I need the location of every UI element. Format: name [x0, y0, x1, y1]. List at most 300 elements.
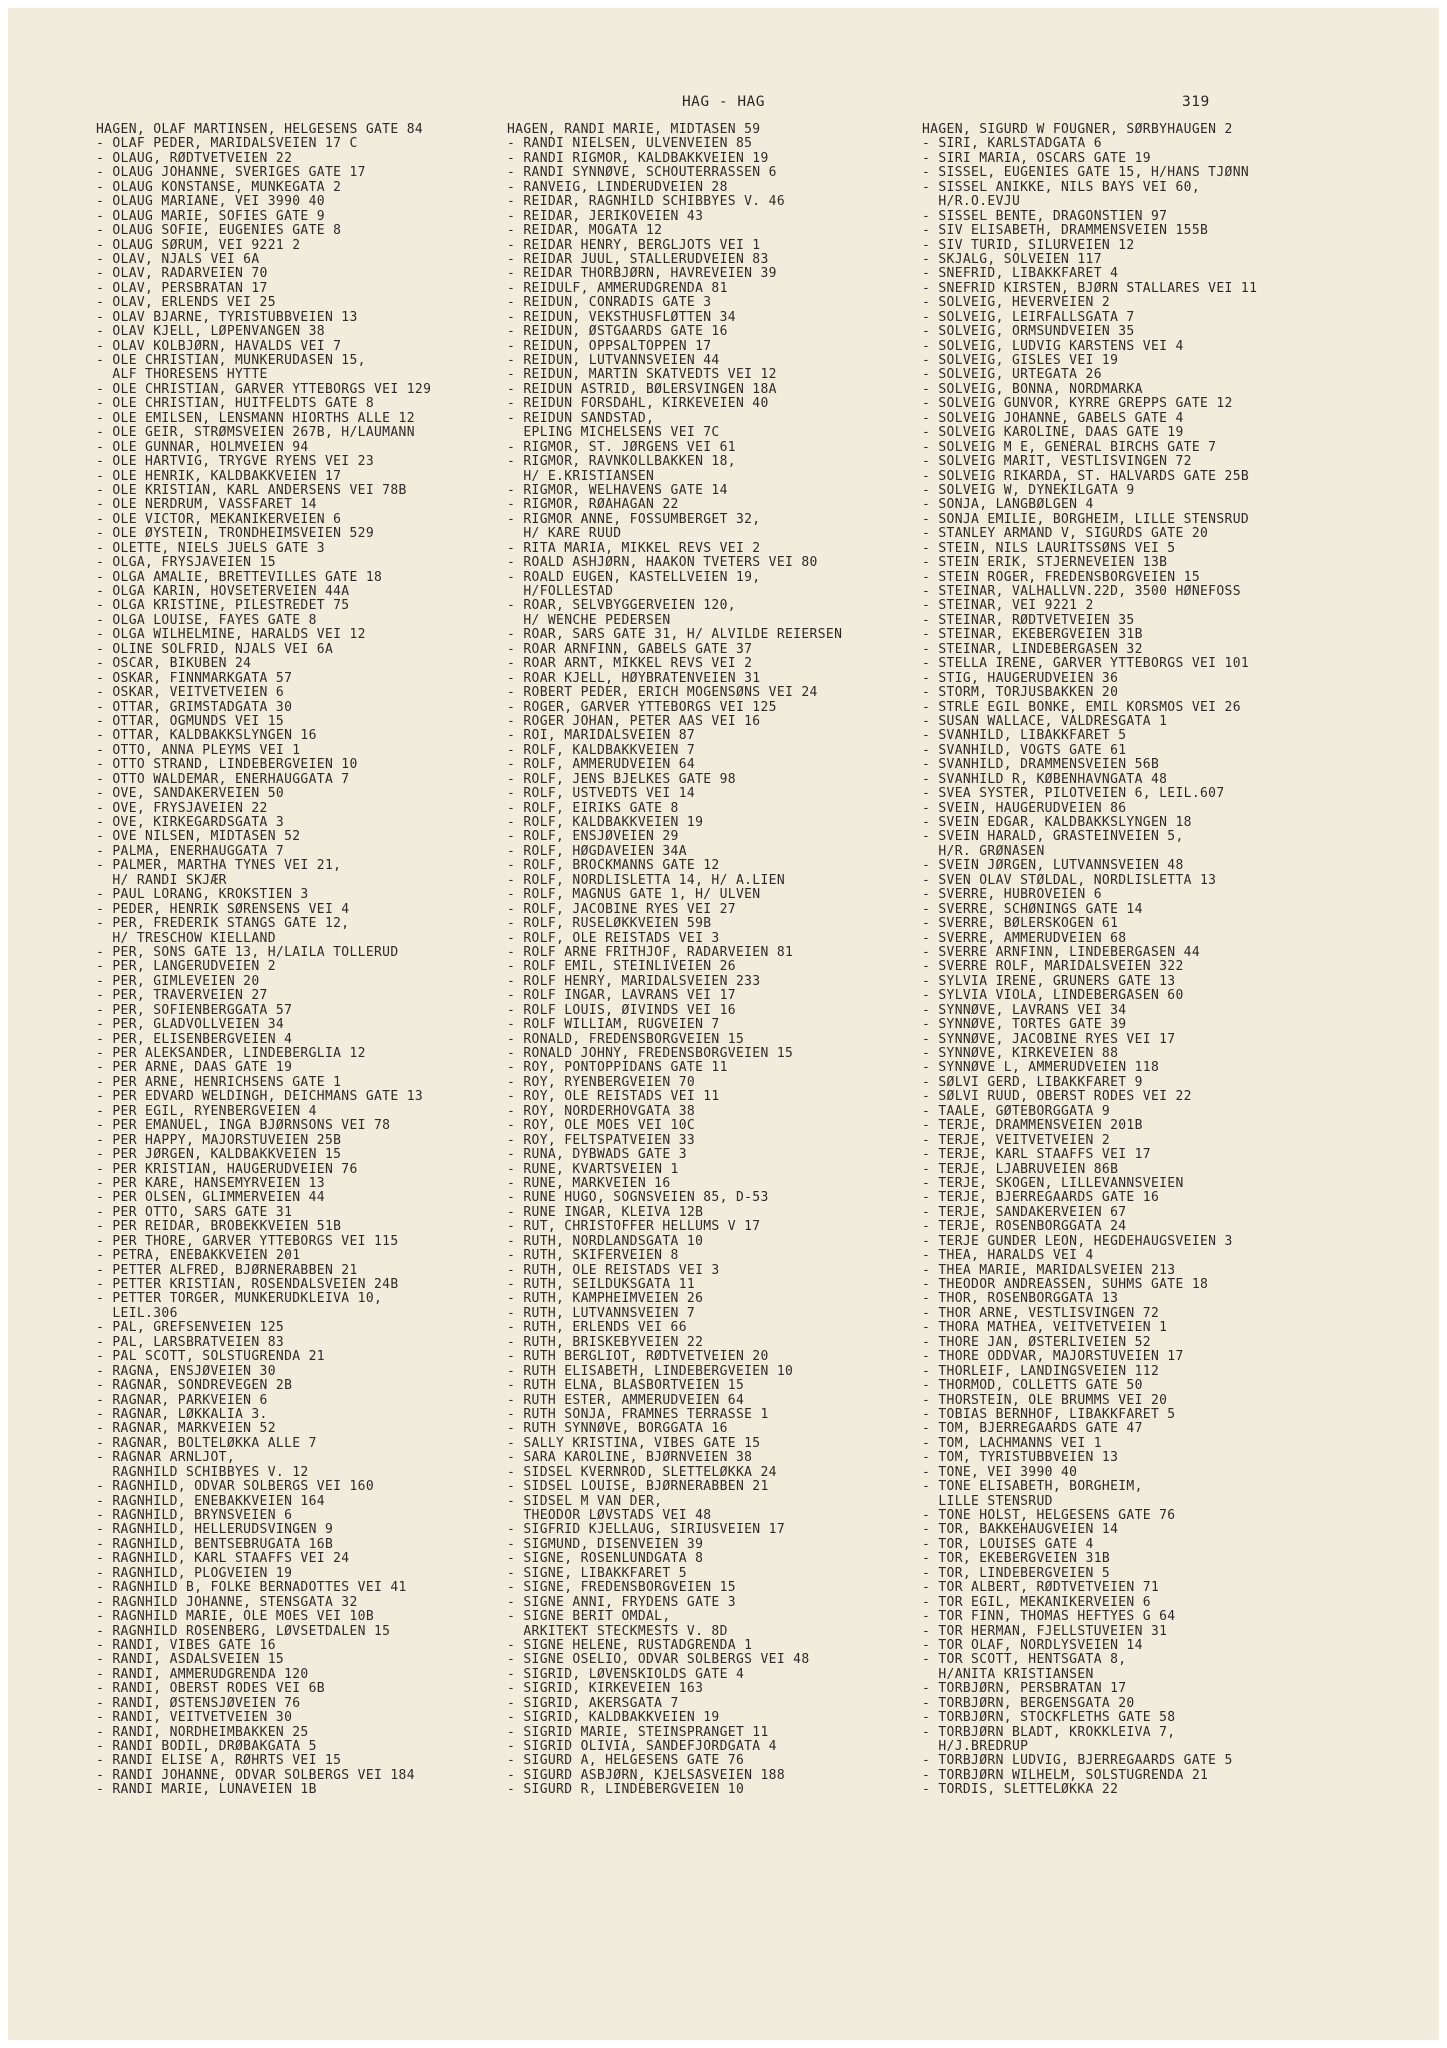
- directory-entry-line: - PER KÅRE, HANSEMYRVEIEN 13: [96, 1176, 325, 1191]
- directory-entry-line: - ROLF, JENS BJELKES GATE 98: [507, 772, 736, 787]
- directory-entry-line: - REIDUN, OPPSALTOPPEN 17: [507, 339, 712, 354]
- directory-entry-line: - SOLVEIG M E, GENERAL BIRCHS GATE 7: [922, 440, 1217, 455]
- directory-entry-line: - OLAUG MARIE, SOFIES GATE 9: [96, 209, 325, 224]
- directory-entry-line: - STEINAR, RØDTVETVEIEN 35: [922, 613, 1135, 628]
- directory-entry-line: RAGNHILD SCHIBBYES V. 12: [96, 1465, 309, 1480]
- directory-entry-line: - TORBJØRN, BERGENSGATA 20: [922, 1696, 1135, 1711]
- directory-entry-line: - RAGNHILD, KARL STAAFFS VEI 24: [96, 1552, 350, 1567]
- directory-entry-line: - SIGNE HELENE, RUSTADGRENDA 1: [507, 1638, 753, 1653]
- directory-entry-line: - SOLVEIG, HEVERVEIEN 2: [922, 296, 1111, 311]
- directory-entry-line: - SVEA SYSTER, PILOTVEIEN 6, LEIL.607: [922, 787, 1225, 802]
- directory-entry-line: - RIGMOR, ST. JØRGENS VEI 61: [507, 440, 736, 455]
- directory-entry-line: - SIGURD A, HELGESENS GATE 76: [507, 1754, 745, 1769]
- directory-entry-line: - TERJE, ROSENBORGGATA 24: [922, 1220, 1127, 1235]
- directory-entry-line: - OLE VICTOR, MEKANIKERVEIEN 6: [96, 512, 342, 527]
- directory-entry-line: - SVERRE, HUBROVEIEN 6: [922, 888, 1102, 903]
- directory-entry-line: - OLE HARTVIG, TRYGVE RYENS VEI 23: [96, 455, 375, 470]
- directory-entry-line: - TONE ELISABETH, BORGHEIM,: [922, 1480, 1143, 1495]
- directory-entry-line: - PER REIDAR, BROBEKKVEIEN 51B: [96, 1220, 342, 1235]
- directory-entry-line: - ROLF, KALDBAKKVEIEN 19: [507, 816, 704, 830]
- directory-entry-line: - REIDUN SANDSTAD,: [507, 411, 655, 426]
- directory-entry-line: - TERJE, LJABRUVEIEN 86B: [922, 1162, 1119, 1177]
- directory-entry-line: - RANDI, NORDHEIMBAKKEN 25: [96, 1725, 309, 1740]
- directory-entry-line: - ROLF, ENSJØVEIEN 29: [507, 830, 679, 845]
- directory-entry-line: - RAGNHILD, BRYNSVEIEN 6: [96, 1509, 293, 1523]
- directory-entry-line: - TOR, BAKKEHAUGVEIEN 14: [922, 1523, 1119, 1538]
- directory-entry-line: - PER, SOFIENBERGGATA 57: [96, 1003, 293, 1018]
- directory-entry-line: - RUTH, OLE REISTADS VEI 3: [507, 1263, 720, 1278]
- directory-entry-line: - STEINAR, VALHALLVN.22D, 3500 HØNEFOSS: [922, 585, 1241, 599]
- directory-entry-line: - TORBJØRN LUDVIG, BJERREGAARDS GATE 5: [922, 1754, 1233, 1769]
- directory-entry-line: - SVERRE ARNFINN, LINDEBERGÅSEN 44: [922, 945, 1201, 960]
- directory-entry-line: - OLE EMILSEN, LENSMANN HIORTHS ALLE 12: [96, 411, 415, 426]
- directory-entry-line: - ROLF, OLE REISTADS VEI 3: [507, 931, 720, 946]
- directory-entry-line: - SVEN OLAV STØLDAL, NORDLISLETTA 13: [922, 873, 1217, 888]
- directory-entry-line: - SNEFRID, LIBAKKFARET 4: [922, 267, 1119, 282]
- directory-entry-line: - PER THORE, GARVER YTTEBORGS VEI 115: [96, 1234, 399, 1249]
- directory-entry-line: - OLAF PEDER, MARIDALSVEIEN 17 C: [96, 137, 358, 152]
- directory-entry-line: - SOLVEIG, LEIRFALLSGATA 7: [922, 310, 1135, 325]
- directory-entry-line: - SIGNE ANNI, FRYDENS GATE 3: [507, 1595, 736, 1610]
- directory-entry-line: - TOR, EKEBERGVEIEN 31B: [922, 1552, 1111, 1567]
- directory-entry-line: - OLAUG MARIANE, VEI 3990 40: [96, 195, 325, 210]
- directory-entry-line: - SISSEL, EUGENIES GATE 15, H/HANS TJØNN: [922, 166, 1250, 181]
- directory-entry-line: - OLAV KOLBJØRN, HÅVALDS VEI 7: [96, 339, 342, 354]
- directory-entry-line: - OLAV, PERSBRÅTAN 17: [96, 281, 268, 296]
- directory-entry-line: H/ TRESCHOW KIELLAND: [96, 931, 276, 946]
- directory-entry-line: - SIRI, KARLSTADGATA 6: [922, 137, 1102, 152]
- directory-entry-line: - THORA MATHEA, VEITVETVEIEN 1: [922, 1321, 1168, 1336]
- directory-entry-line: - SIGFRID KJELLAUG, SIRIUSVEIEN 17: [507, 1523, 786, 1538]
- directory-entry-line: - OLAV BJARNE, TYRISTUBBVEIEN 13: [96, 310, 358, 325]
- directory-entry-line: LILLE STENSRUD: [922, 1494, 1053, 1509]
- directory-entry-line: - RUNE, MARKVEIEN 16: [507, 1176, 671, 1191]
- directory-entry-line: - RUTH BERGLIOT, RØDTVETVEIEN 20: [507, 1350, 769, 1365]
- directory-entry-line: - OLAUG, RØDTVETVEIEN 22: [96, 151, 293, 166]
- directory-entry-line: - RAGNHILD B, FOLKE BERNADOTTES VEI 41: [96, 1581, 407, 1596]
- directory-entry-line: - ROLF, AMMERUDVEIEN 64: [507, 758, 696, 773]
- directory-entry-line: - SIGMUND, DISENVEIEN 39: [507, 1537, 704, 1552]
- directory-entry-line: - OTTO STRAND, LINDEBERGVEIEN 10: [96, 758, 358, 773]
- directory-entry-line: - SVERRE, BØLERSKOGEN 61: [922, 917, 1119, 932]
- directory-entry-line: - STEIN ERIK, STJERNEVEIEN 13B: [922, 556, 1168, 571]
- directory-entry-line: - OLAV KJELL, LØPENVANGEN 38: [96, 325, 325, 340]
- directory-entry-line: - SOLVEIG KAROLINE, DAAS GATE 19: [922, 426, 1184, 441]
- directory-entry-line: - TERJE, KARL STAAFFS VEI 17: [922, 1148, 1151, 1163]
- directory-entry-line: - OLAV, ERLENDS VEI 25: [96, 296, 276, 311]
- directory-entry-line: - TERJE GUNDER LEON, HEGDEHAUGSVEIEN 3: [922, 1234, 1233, 1249]
- directory-entry-line: - SVEIN JØRGEN, LUTVANNSVEIEN 48: [922, 859, 1184, 874]
- directory-entry-line: - RUNE INGAR, KLEIVA 12B: [507, 1205, 704, 1220]
- directory-entry-line: - STIG, HAUGERUDVEIEN 36: [922, 671, 1119, 686]
- directory-entry-line: - THEA, HARALDS VEI 4: [922, 1249, 1094, 1264]
- directory-entry-line: - ROAR, SELVBYGGERVEIEN 120,: [507, 599, 736, 614]
- directory-entry-line: - RAGNAR ARNLJOT,: [96, 1451, 236, 1466]
- directory-entry-line: - RUTH ELNA, BLÅSBORTVEIEN 15: [507, 1379, 745, 1394]
- directory-entry-line: - SOLVEIG, URTEGATA 26: [922, 368, 1102, 383]
- directory-entry-line: - RIGMOR, RØAHAGAN 22: [507, 498, 679, 513]
- directory-entry-line: - RAGNAR, SONDREVEGEN 2B: [96, 1379, 293, 1394]
- directory-entry-line: - PER ARNE, HENRICHSENS GATE 1: [96, 1075, 342, 1090]
- directory-entry-line: - SOLVEIG, GISLES VEI 19: [922, 354, 1119, 368]
- directory-entry-line: - RUTH, SEILDUKSGATA 11: [507, 1278, 696, 1292]
- directory-entry-line: - ROLF LOUIS, ØIVINDS VEI 16: [507, 1003, 736, 1018]
- directory-entry-line: - STELLA IRENE, GARVER YTTEBORGS VEI 101: [922, 657, 1250, 672]
- directory-entry-line: - ROLF INGAR, LAVRANS VEI 17: [507, 989, 736, 1004]
- directory-entry-line: - RUT, CHRISTOFFER HELLUMS V 17: [507, 1220, 761, 1235]
- directory-entry-line: - ROAR ARNT, MIKKEL REVS VEI 2: [507, 657, 753, 672]
- directory-entry-line: - TONE, VEI 3990 40: [922, 1465, 1078, 1480]
- directory-entry-line: - PER, GLADVOLLVEIEN 34: [96, 1018, 285, 1033]
- directory-entry-line: - SIDSEL M VAN DER,: [507, 1494, 663, 1509]
- directory-entry-line: - SYLVIA VIOLA, LINDEBERGÅSEN 60: [922, 989, 1184, 1004]
- directory-entry-line: - RANDI, ØSTENSJØVEIEN 76: [96, 1696, 301, 1711]
- directory-entry-line: - RAGNHILD MARIE, OLE MOES VEI 10B: [96, 1610, 375, 1625]
- page-number: 319: [1182, 94, 1210, 110]
- directory-entry-line: - SISSEL ANIKKE, NILS BAYS VEI 60,: [922, 180, 1201, 195]
- directory-entry-line: - SOLVEIG, BONNA, NORDMARKA: [922, 382, 1143, 397]
- directory-entry-line: - RIGMOR ANNE, FOSSUMBERGET 32,: [507, 512, 761, 527]
- directory-entry-line: - OLE ØYSTEIN, TRONDHEIMSVEIEN 529: [96, 527, 375, 542]
- directory-entry-line: - RAGNAR, MARKVEIEN 52: [96, 1422, 276, 1437]
- directory-entry-line: - OVE, KIRKEGÅRDSGATA 3: [96, 816, 285, 830]
- directory-entry-line: - TOR EGIL, MEKANIKERVEIEN 6: [922, 1595, 1151, 1610]
- directory-entry-line: - RANDI, AMMERUDGRENDA 120: [96, 1667, 309, 1682]
- directory-entry-line: EPLING MICHELSENS VEI 7C: [507, 426, 720, 441]
- directory-entry-line: - RONALD, FREDENSBORGVEIEN 15: [507, 1032, 745, 1047]
- directory-entry-line: - ROAR KJELL, HØYBRÅTENVEIEN 31: [507, 671, 761, 686]
- directory-entry-line: - SIGRID, AKERSGATA 7: [507, 1696, 679, 1711]
- directory-entry-line: - REIDAR HENRY, BERGLJOTS VEI 1: [507, 238, 761, 253]
- directory-entry-line: - SVEIN, HAUGERUDVEIEN 86: [922, 801, 1127, 816]
- directory-entry-line: - REIDUN, CONRADIS GATE 3: [507, 296, 712, 311]
- directory-entry-line: - OLAV, RADARVEIEN 70: [96, 267, 268, 282]
- directory-entry-line: - OLAUG JOHANNE, SVERIGES GATE 17: [96, 166, 366, 181]
- entries-column-right: [922, 123, 1352, 1798]
- directory-entry-line: - THEA MARIE, MARIDALSVEIEN 213: [922, 1263, 1176, 1278]
- directory-entry-line: - RAGNA, ENSJØVEIEN 30: [96, 1364, 276, 1379]
- directory-entry-line: - OLGA KARIN, HOVSETERVEIEN 44A: [96, 585, 350, 599]
- directory-entry-line: - OLGA LOUISE, FAYES GATE 8: [96, 613, 317, 628]
- directory-entry-line: - ROY, OLE REISTADS VEI 11: [507, 1090, 720, 1105]
- directory-entry-line: - SIV ELISABETH, DRAMMENSVEIEN 155B: [922, 224, 1209, 239]
- directory-entry-line: - ROY, NORDERHOVGATA 38: [507, 1104, 696, 1119]
- directory-entry-line: - REIDUN, ØSTGAARDS GATE 16: [507, 325, 728, 340]
- directory-entry-line: - RUNA, DYBWADS GATE 3: [507, 1148, 687, 1163]
- directory-entry-line: - THORSTEIN, OLE BRUMMS VEI 20: [922, 1393, 1168, 1408]
- directory-entry-line: - TORBJØRN, PERSBRÅTAN 17: [922, 1682, 1127, 1697]
- directory-entry-line: - ROAR, SARS GATE 31, H/ ALVILDE REIERSEN: [507, 628, 843, 643]
- directory-entry-line: - RANDI BODIL, DRØBAKGATA 5: [96, 1740, 317, 1754]
- directory-entry-line: H/ WENCHE PEDERSEN: [507, 613, 671, 628]
- directory-entry-line: - SIGRID OLIVIA, SANDEFJORDGATA 4: [507, 1740, 777, 1754]
- directory-entry-line: - SIDSEL KVERNROD, SLETTELØKKA 24: [507, 1465, 777, 1480]
- directory-entry-line: - SISSEL BENTE, DRAGONSTIEN 97: [922, 209, 1168, 224]
- directory-entry-line: - RITA MARIA, MIKKEL REVS VEI 2: [507, 541, 761, 556]
- directory-entry-line: - OLE KRISTIAN, KARL ANDERSENS VEI 78B: [96, 483, 407, 498]
- directory-entry-line: - ROLF, USTVEDTS VEI 14: [507, 787, 696, 802]
- directory-entry-line: - OLE CHRISTIAN, MUNKERUDÅSEN 15,: [96, 354, 366, 368]
- directory-entry-line: - RUTH ESTER, AMMERUDVEIEN 64: [507, 1393, 745, 1408]
- directory-entry-line: - OTTAR, KALDBAKKSLYNGEN 16: [96, 729, 317, 744]
- directory-entry-line: - OLAUG SØRUM, VEI 9221 2: [96, 238, 301, 253]
- directory-entry-line: - STEINAR, VEI 9221 2: [922, 599, 1094, 614]
- directory-entry-line: - TERJE, SANDAKERVEIEN 67: [922, 1205, 1127, 1220]
- directory-entry-line: - OVE, FRYSJAVEIEN 22: [96, 801, 268, 816]
- directory-entry-line: - SYNNØVE, LAVRANS VEI 34: [922, 1003, 1127, 1018]
- directory-entry-line: - RONALD JOHNY, FREDENSBORGVEIEN 15: [507, 1047, 794, 1061]
- directory-entry-line: - RANDI MARIE, LUNAVEIEN 1B: [96, 1783, 317, 1798]
- directory-entry-line: - RUNE HUGO, SOGNSVEIEN 85, D-53: [507, 1191, 769, 1206]
- directory-entry-line: - OLINE SOLFRID, NJÅLS VEI 6A: [96, 642, 334, 657]
- directory-entry-line: - RANDI NIELSEN, ULVENVEIEN 85: [507, 137, 753, 152]
- directory-entry-line: - SIGURD R, LINDEBERGVEIEN 10: [507, 1783, 745, 1798]
- directory-entry-line: H/ANITA KRISTIANSEN: [922, 1667, 1094, 1682]
- directory-entry-line: - SARA KAROLINE, BJØRNVEIEN 38: [507, 1451, 753, 1466]
- directory-entry-line: - PAUL LORANG, KROKSTIEN 3: [96, 888, 309, 903]
- directory-entry-line: - PER KRISTIAN, HAUGERUDVEIEN 76: [96, 1162, 358, 1177]
- directory-entry-line: - ROY, FELTSPATVEIEN 33: [507, 1133, 696, 1148]
- directory-entry-line: - RUTH ELISABETH, LINDEBERGVEIEN 10: [507, 1364, 794, 1379]
- directory-entry-line: - TERJE, DRAMMENSVEIEN 201B: [922, 1119, 1143, 1134]
- directory-entry-line: - RANDI, ÅSDALSVEIEN 15: [96, 1653, 285, 1668]
- directory-entry-line: - TOM, TYRISTUBBVEIEN 13: [922, 1451, 1119, 1466]
- directory-entry-line: H/R. GRØNÅSEN: [922, 844, 1045, 859]
- directory-entry-line: - OTTO WALDEMAR, ENERHAUGGATA 7: [96, 772, 350, 787]
- directory-entry-line: - RUTH SONJA, FRAMNES TERRASSE 1: [507, 1407, 769, 1422]
- directory-entry-line: - SVANHILD, VOGTS GATE 61: [922, 743, 1127, 758]
- directory-entry-line: - TONE HOLST, HELGESENS GATE 76: [922, 1509, 1176, 1523]
- directory-entry-line: - REIDUN, MARTIN SKATVEDTS VEI 12: [507, 368, 777, 383]
- directory-entry-line: - PER, ELISENBERGVEIEN 4: [96, 1032, 293, 1047]
- entries-column-left: [96, 123, 476, 1798]
- directory-entry-line: - RAGNAR, LØKKALIA 3.: [96, 1407, 268, 1422]
- directory-entry-line: - SVANHILD, LIBAKKFARET 5: [922, 729, 1127, 744]
- directory-entry-line: ARKITEKT STECKMESTS V. 8D: [507, 1624, 728, 1639]
- directory-entry-line: - STRLE EGIL BONKE, EMIL KORSMOS VEI 26: [922, 700, 1241, 715]
- directory-entry-line: - PETRA, ENEBAKKVEIEN 201: [96, 1249, 301, 1264]
- directory-entry-line: - ROI, MARIDALSVEIEN 87: [507, 729, 696, 744]
- directory-entry-line: - ROGER JOHAN, PETER AAS VEI 16: [507, 714, 761, 729]
- directory-entry-line: - RAGNHILD, ODVAR SOLBERGS VEI 160: [96, 1480, 375, 1495]
- directory-entry-line: HAGEN, SIGURD W FOUGNER, SØRBYHAUGEN 2: [922, 123, 1233, 137]
- directory-entry-line: - SYLVIA IRENE, GRÜNERS GATE 13: [922, 974, 1176, 989]
- directory-entry-line: - PER EGIL, RYENBERGVEIEN 4: [96, 1104, 317, 1119]
- directory-entry-line: - OSKAR, VEITVETVEIEN 6: [96, 686, 285, 701]
- directory-entry-line: - PEDER, HENRIK SØRENSENS VEI 4: [96, 902, 350, 917]
- directory-entry-line: - ROLF, MAGNUS GATE 1, H/ ULVEN: [507, 888, 761, 903]
- directory-entry-line: - RAGNHILD ROSENBERG, LØVSETDALEN 15: [96, 1624, 391, 1639]
- directory-entry-line: - ROALD EUGEN, KASTELLVEIEN 19,: [507, 570, 761, 585]
- directory-entry-line: - PER HAPPY, MAJORSTUVEIEN 25B: [96, 1133, 342, 1148]
- directory-entry-line: - TOBIAS BERNHOF, LIBAKKFARET 5: [922, 1407, 1176, 1422]
- directory-entry-line: - OLE GEIR, STRØMSVEIEN 267B, H/LAUMANN: [96, 426, 415, 441]
- directory-entry-line: - RIGMOR, WELHAVENS GATE 14: [507, 483, 728, 498]
- directory-entry-line: - SVERRE ROLF, MARIDALSVEIEN 322: [922, 960, 1184, 975]
- directory-entry-line: - TERJE, SKOGEN, LILLEVANNSVEIEN: [922, 1176, 1184, 1191]
- directory-entry-line: - ROLF HENRY, MARIDALSVEIEN 233: [507, 974, 761, 989]
- directory-entry-line: - RAGNHILD, BENTSEBRUGATA 16B: [96, 1537, 334, 1552]
- directory-entry-line: - TOR FINN, THOMAS HEFTYES G 64: [922, 1610, 1176, 1625]
- directory-entry-line: - TAALE, GØTEBORGGATA 9: [922, 1104, 1111, 1119]
- directory-entry-line: H/R.O.EVJU: [922, 195, 1021, 210]
- entries-column-middle: [507, 123, 907, 1798]
- directory-entry-line: - PER OTTO, SARS GATE 31: [96, 1205, 293, 1220]
- directory-entry-line: - SIGNE BERIT OMDAL,: [507, 1610, 671, 1625]
- directory-entry-line: - ROY, PONTOPPIDANS GATE 11: [507, 1061, 728, 1076]
- directory-entry-line: - ROGER, GARVER YTTEBORGS VEI 125: [507, 700, 777, 715]
- directory-entry-line: - RUTH, KAMPHEIMVEIEN 26: [507, 1292, 704, 1307]
- directory-entry-line: - PETTER ALFRED, BJØRNERABBEN 21: [96, 1263, 358, 1278]
- directory-entry-line: - TORBJØRN, STOCKFLETHS GATE 58: [922, 1711, 1176, 1726]
- directory-entry-line: - PER EMANUEL, INGA BJØRNSONS VEI 78: [96, 1119, 391, 1134]
- directory-entry-line: - SYNNØVE, TORTES GATE 39: [922, 1018, 1127, 1033]
- directory-entry-line: - ROLF, JACOBINE RYES VEI 27: [507, 902, 736, 917]
- directory-entry-line: - PER OLSEN, GLIMMERVEIEN 44: [96, 1191, 325, 1206]
- directory-entry-line: - SONJA EMILIE, BORGHEIM, LILLE STENSRUD: [922, 512, 1250, 527]
- directory-entry-line: - PER EDVARD WELDINGH, DEICHMANS GATE 13: [96, 1090, 424, 1105]
- directory-entry-line: - SVANHILD R, KØBENHAVNGATA 48: [922, 772, 1168, 787]
- directory-entry-line: - RUNE, KVARTSVEIEN 1: [507, 1162, 679, 1177]
- directory-entry-line: - ROALD ASHJØRN, HAAKON TVETERS VEI 80: [507, 556, 818, 571]
- directory-entry-line: - PETTER KRISTIAN, ROSENDALSVEIEN 24B: [96, 1278, 399, 1292]
- directory-entry-line: - PER, LANGERUDVEIEN 2: [96, 960, 276, 975]
- directory-entry-line: - RAGNHILD JOHANNE, STENSGATA 32: [96, 1595, 358, 1610]
- directory-entry-line: - STEIN, NILS LAURITSSØNS VEI 5: [922, 541, 1176, 556]
- directory-entry-line: - ROLF, KALDBAKKVEIEN 7: [507, 743, 696, 758]
- directory-entry-line: - RANDI, VIBES GATE 16: [96, 1638, 276, 1653]
- directory-entry-line: - TOM, LACHMANNS VEI 1: [922, 1436, 1102, 1451]
- directory-entry-line: - ROLF, EIRIKS GATE 8: [507, 801, 679, 816]
- directory-entry-line: - OLGA KRISTINE, PILESTREDET 75: [96, 599, 350, 614]
- directory-entry-line: - STANLEY ARMAND V, SIGURDS GATE 20: [922, 527, 1209, 542]
- directory-entry-line: H/ E.KRISTIANSEN: [507, 469, 655, 484]
- directory-entry-line: - ROLF, BROCKMANNS GATE 12: [507, 859, 720, 874]
- directory-entry-line: - TORDIS, SLETTELØKKA 22: [922, 1783, 1119, 1798]
- directory-entry-line: - RAGNAR, BOLTELØKKA ALLE 7: [96, 1436, 317, 1451]
- directory-entry-line: - OLE CHRISTIAN, GARVER YTTEBORGS VEI 129: [96, 382, 432, 397]
- directory-entry-line: - STORM, TORJUSBAKKEN 20: [922, 686, 1119, 701]
- directory-entry-line: - THOR, ROSENBORGGATA 13: [922, 1292, 1119, 1307]
- directory-entry-line: - OTTAR, GRIMSTADGATA 30: [96, 700, 293, 715]
- directory-entry-line: - ROY, RYENBERGVEIEN 70: [507, 1075, 696, 1090]
- directory-entry-line: - SIGNE, LIBAKKFARET 5: [507, 1566, 687, 1581]
- directory-entry-line: - OLE NERDRUM, VASSFARET 14: [96, 498, 317, 513]
- directory-entry-line: - RANDI, VEITVETVEIEN 30: [96, 1711, 293, 1726]
- directory-entry-line: - RUTH, LUTVANNSVEIEN 7: [507, 1306, 696, 1321]
- directory-entry-line: - OLAV, NJÅLS VEI 6A: [96, 252, 260, 267]
- directory-entry-line: - STEINAR, EKEBERGVEIEN 31B: [922, 628, 1143, 643]
- directory-entry-line: - ROLF WILLIAM, RUGVEIEN 7: [507, 1018, 720, 1033]
- directory-entry-line: - PER, FREDERIK STANGS GATE 12,: [96, 917, 350, 932]
- directory-entry-line: - SOLVEIG GUNVOR, KYRRE GREPPS GATE 12: [922, 397, 1233, 412]
- directory-entry-line: H/J.BREDRUP: [922, 1740, 1029, 1754]
- directory-entry-line: - RANVEIG, LINDERUDVEIEN 28: [507, 180, 728, 195]
- directory-entry-line: - SIDSEL LOUISE, BJØRNERABBEN 21: [507, 1480, 769, 1495]
- directory-entry-line: - REIDUN, VEKSTHUSFLØTTEN 34: [507, 310, 736, 325]
- directory-entry-line: - PER ARNE, DAAS GATE 19: [96, 1061, 293, 1076]
- directory-entry-line: - SVERRE, AMMERUDVEIEN 68: [922, 931, 1127, 946]
- directory-entry-line: - RANDI RIGMOR, KALDBAKKVEIEN 19: [507, 151, 769, 166]
- directory-entry-line: - TERJE, BJERREGAARDS GATE 16: [922, 1191, 1160, 1206]
- directory-entry-line: - TOR SCOTT, HENTSGATA 8,: [922, 1653, 1127, 1668]
- directory-entry-line: - SIGNE, ROSENLUNDGATA 8: [507, 1552, 704, 1567]
- directory-entry-line: - SIGRID, LØVENSKIOLDS GATE 4: [507, 1667, 745, 1682]
- directory-entry-line: - OLAUG KONSTANSE, MUNKEGATA 2: [96, 180, 342, 195]
- directory-entry-line: - REIDUN, LUTVANNSVEIEN 44: [507, 354, 720, 368]
- directory-entry-line: - OVE NILSEN, MIDTÅSEN 52: [96, 830, 301, 845]
- directory-entry-line: - SYNNØVE, KIRKEVEIEN 88: [922, 1047, 1119, 1061]
- directory-entry-line: - STEINAR, LINDEBERGÅSEN 32: [922, 642, 1143, 657]
- directory-entry-line: - OTTO, ANNA PLEYMS VEI 1: [96, 743, 301, 758]
- directory-entry-line: - RUTH, NORDLANDSGATA 10: [507, 1234, 704, 1249]
- directory-entry-line: - RAGNAR, PARKVEIEN 6: [96, 1393, 268, 1408]
- directory-entry-line: - ROAR ARNFINN, GABELS GATE 37: [507, 642, 753, 657]
- directory-entry-line: - SIGURD ASBJØRN, KJELSÅSVEIEN 188: [507, 1768, 786, 1783]
- directory-entry-line: HAGEN, OLAF MARTINSEN, HELGESENS GATE 84: [96, 123, 424, 137]
- directory-entry-line: ALF THORESENS HYTTE: [96, 368, 268, 383]
- directory-entry-line: - OLE CHRISTIAN, HUITFELDTS GATE 8: [96, 397, 375, 412]
- directory-entry-line: - SØLVI RUUD, OBERST RODES VEI 22: [922, 1090, 1192, 1105]
- directory-entry-line: HAGEN, RANDI MARIE, MIDTÅSEN 59: [507, 123, 761, 137]
- directory-entry-line: - OLE GUNNAR, HOLMVEIEN 94: [96, 440, 309, 455]
- directory-entry-line: - THOR ARNE, VESTLISVINGEN 72: [922, 1306, 1160, 1321]
- directory-entry-line: - PÅL, LARSBRÅTVEIEN 83: [96, 1335, 285, 1350]
- directory-entry-line: - THEODOR ANDREASSEN, SUHMS GATE 18: [922, 1278, 1209, 1292]
- directory-entry-line: THEODOR LØVSTADS VEI 48: [507, 1509, 712, 1523]
- directory-entry-line: - SYNNØVE, JACOBINE RYES VEI 17: [922, 1032, 1176, 1047]
- directory-entry-line: - SOLVEIG JOHANNE, GABELS GATE 4: [922, 411, 1184, 426]
- directory-entry-line: - SIGRID MARIE, STEINSPRANGET 11: [507, 1725, 769, 1740]
- directory-entry-line: - SOLVEIG RIKARDA, ST. HALVARDS GATE 25B: [922, 469, 1250, 484]
- directory-entry-line: - RUTH SYNNØVE, BORGGATA 16: [507, 1422, 728, 1437]
- directory-entry-line: - TOR HERMAN, FJELLSTUVEIEN 31: [922, 1624, 1168, 1639]
- directory-entry-line: - SOLVEIG, LUDVIG KARSTENS VEI 4: [922, 339, 1184, 354]
- directory-entry-line: - ROLF, HØGDAVEIEN 34A: [507, 844, 687, 859]
- directory-entry-line: - ROBERT PEDER, ERICH MOGENSØNS VEI 24: [507, 686, 818, 701]
- directory-entry-line: H/ RANDI SKJÆR: [96, 873, 227, 888]
- directory-entry-line: - PÅL, GREFSENVEIEN 125: [96, 1321, 285, 1336]
- directory-entry-line: - SUSAN WALLACE, VALDRESGATA 1: [922, 714, 1168, 729]
- directory-entry-line: LEIL.306: [96, 1306, 178, 1321]
- directory-entry-line: - OLGA AMALIE, BRETTEVILLES GATE 18: [96, 570, 383, 585]
- directory-entry-line: - TOR, LOUISES GATE 4: [922, 1537, 1094, 1552]
- directory-entry-line: - PÅL SCOTT, SOLSTUGRENDA 21: [96, 1350, 325, 1365]
- directory-entry-line: - PER, TRAVERVEIEN 27: [96, 989, 268, 1004]
- directory-entry-line: - OSKAR, FINNMARKGATA 57: [96, 671, 293, 686]
- directory-entry-line: - SIRI MARIA, OSCARS GATE 19: [922, 151, 1151, 166]
- directory-entry-line: - PER ALEKSANDER, LINDEBERGLIA 12: [96, 1047, 366, 1061]
- directory-entry-line: H/ KÅRE RUUD: [507, 527, 622, 542]
- directory-entry-line: - PETTER TORGER, MUNKERUDKLEIVA 10,: [96, 1292, 383, 1307]
- directory-entry-line: - SIGRID, KIRKEVEIEN 163: [507, 1682, 704, 1697]
- directory-entry-line: - SVEIN EDGAR, KALDBAKKSLYNGEN 18: [922, 816, 1192, 830]
- directory-entry-line: - TOR OLAF, NORDLYSVEIEN 14: [922, 1638, 1143, 1653]
- directory-entry-line: - SIGRID, KALDBAKKVEIEN 19: [507, 1711, 720, 1726]
- directory-entry-line: - RANDI JOHANNE, ODVAR SOLBERGS VEI 184: [96, 1768, 415, 1783]
- directory-entry-line: - STEIN ROGER, FREDENSBORGVEIEN 15: [922, 570, 1201, 585]
- directory-entry-line: - SIV TURID, SILURVEIEN 12: [922, 238, 1135, 253]
- directory-entry-line: - RAGNHILD, ENEBAKKVEIEN 164: [96, 1494, 325, 1509]
- directory-entry-line: - REIDUN ASTRID, BØLERSVINGEN 18A: [507, 382, 777, 397]
- directory-entry-line: - SVEIN HARALD, GRÅSTEINVEIEN 5,: [922, 830, 1184, 845]
- directory-entry-line: - TOM, BJERREGAARDS GATE 47: [922, 1422, 1143, 1437]
- directory-entry-line: - SOLVEIG MARIT, VESTLISVINGEN 72: [922, 455, 1192, 470]
- running-head: HAG - HAG: [681, 94, 766, 110]
- directory-entry-line: - REIDUN FORSDAHL, KIRKEVEIEN 40: [507, 397, 769, 412]
- directory-entry-line: - RANDI, OBERST RODES VEI 6B: [96, 1682, 325, 1697]
- directory-entry-line: - REIDAR, RAGNHILD SCHIBBYES V. 46: [507, 195, 786, 210]
